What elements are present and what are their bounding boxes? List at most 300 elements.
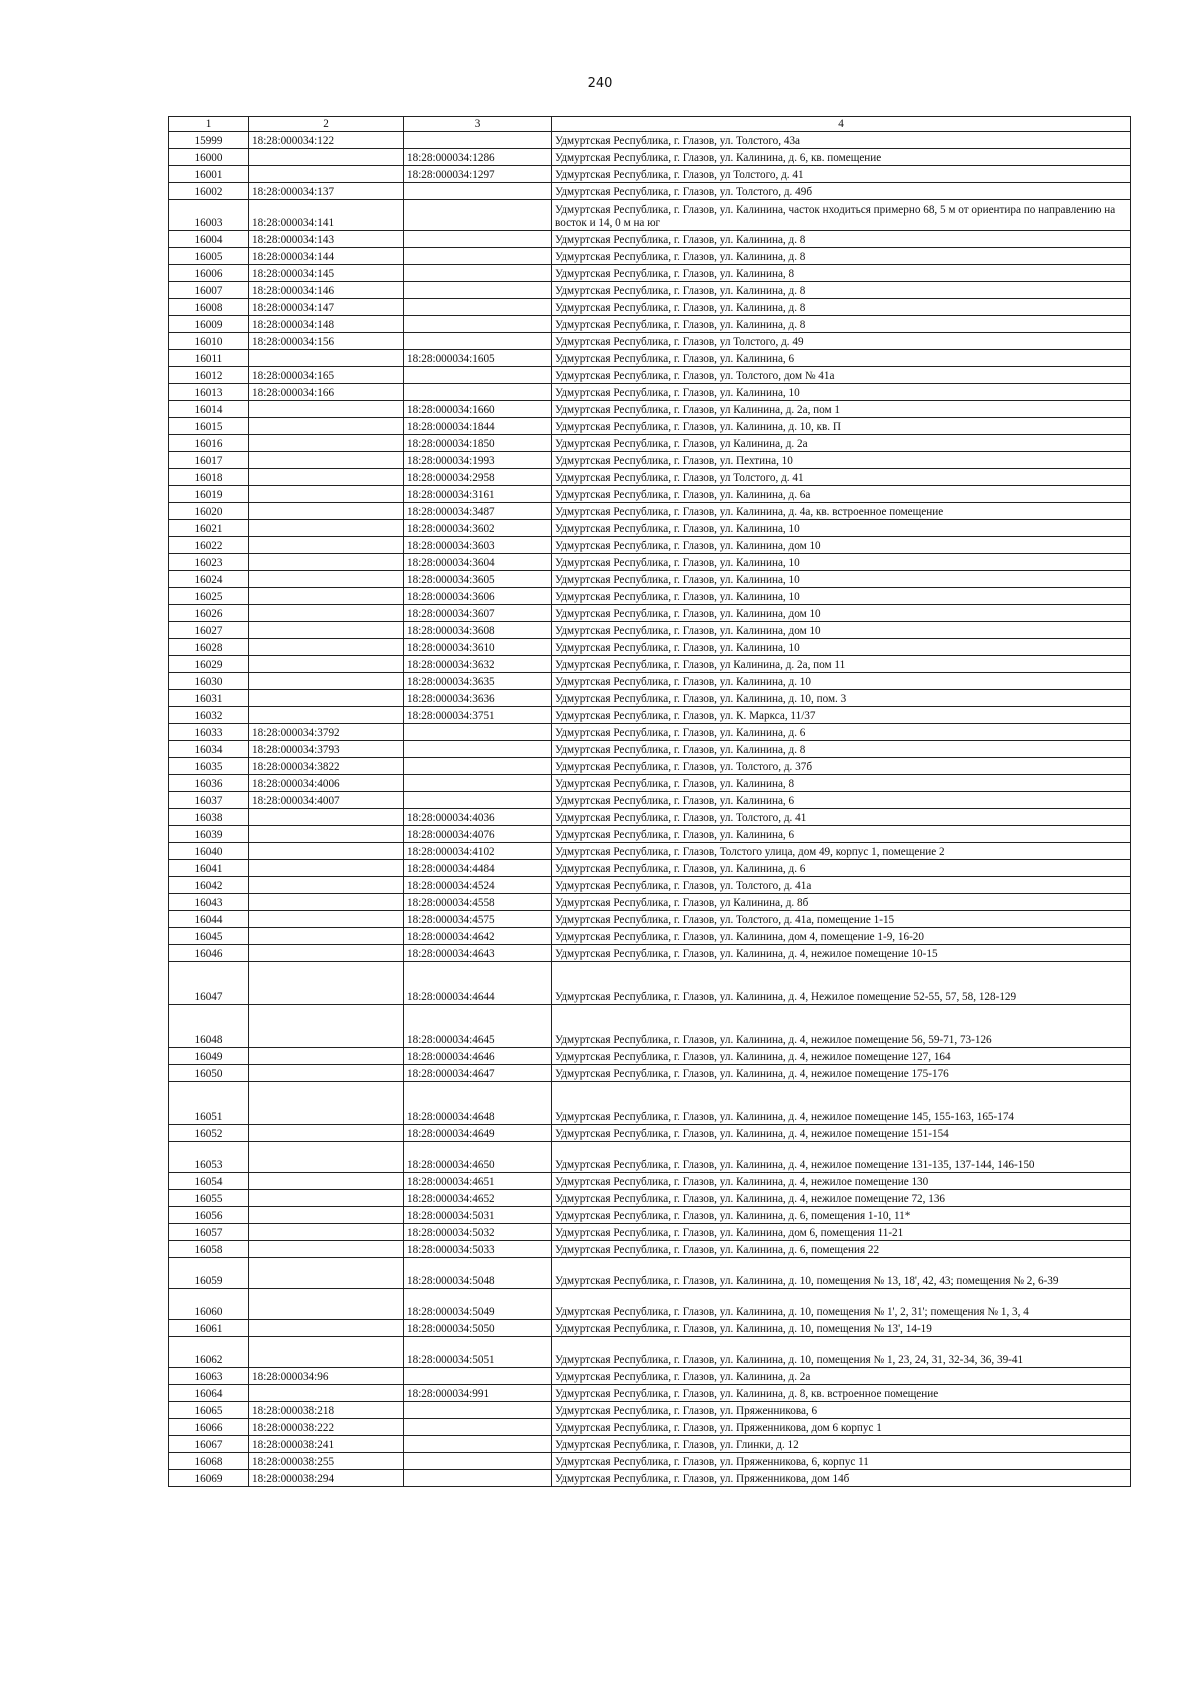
cadastral-number-land-cell	[249, 401, 404, 418]
address-cell: Удмуртская Республика, г. Глазов, Толстого улица, дом 49, корпус 1, помещение 2	[552, 843, 1131, 860]
table-body	[169, 132, 1131, 1487]
cadastral-number-land-cell	[249, 1258, 404, 1289]
table-row	[169, 333, 1131, 350]
cadastral-number-land-cell: 18:28:000038:255	[249, 1453, 404, 1470]
address-cell: Удмуртская Республика, г. Глазов, ул. Калинина, д. 6а	[552, 486, 1131, 503]
cadastral-number-building-cell	[404, 183, 552, 200]
table-row	[169, 809, 1131, 826]
cadastral-number-building-cell: 18:28:000034:4558	[404, 894, 552, 911]
cadastral-number-building-cell	[404, 316, 552, 333]
table-row	[169, 1048, 1131, 1065]
row-number-cell: 16016	[169, 435, 249, 452]
page-number: 240	[587, 76, 613, 91]
cadastral-number-land-cell	[249, 1385, 404, 1402]
table-row	[169, 166, 1131, 183]
table-row	[169, 860, 1131, 877]
row-number-cell: 16049	[169, 1048, 249, 1065]
cadastral-number-land-cell	[249, 1173, 404, 1190]
cadastral-number-building-cell: 18:28:000034:3636	[404, 690, 552, 707]
cadastral-number-land-cell	[249, 1337, 404, 1368]
table-row	[169, 571, 1131, 588]
row-number-cell: 16069	[169, 1470, 249, 1487]
table-row	[169, 1241, 1131, 1258]
row-number-cell: 16057	[169, 1224, 249, 1241]
cadastral-number-land-cell	[249, 554, 404, 571]
row-number-cell: 16013	[169, 384, 249, 401]
table-row	[169, 877, 1131, 894]
row-number-cell: 16065	[169, 1402, 249, 1419]
address-cell: Удмуртская Республика, г. Глазов, ул. Калинина, дом 4, помещение 1-9, 16-20	[552, 928, 1131, 945]
row-number-cell: 16064	[169, 1385, 249, 1402]
address-cell: Удмуртская Республика, г. Глазов, ул. Калинина, д. 8, кв. встроенное помещение	[552, 1385, 1131, 1402]
table-row	[169, 741, 1131, 758]
row-number-cell: 16019	[169, 486, 249, 503]
cadastral-number-land-cell: 18:28:000034:4006	[249, 775, 404, 792]
address-cell: Удмуртская Республика, г. Глазов, ул. Толстого, 43а	[552, 132, 1131, 149]
cadastral-number-building-cell: 18:28:000034:5033	[404, 1241, 552, 1258]
address-cell: Удмуртская Республика, г. Глазов, ул Толстого, д. 41	[552, 166, 1131, 183]
cadastral-number-building-cell: 18:28:000034:3606	[404, 588, 552, 605]
row-number-cell: 16015	[169, 418, 249, 435]
cadastral-number-land-cell	[249, 350, 404, 367]
column-header-1: 1	[169, 117, 249, 132]
address-cell: Удмуртская Республика, г. Глазов, ул. Калинина, д. 10, пом. 3	[552, 690, 1131, 707]
cadastral-number-land-cell: 18:28:000038:222	[249, 1419, 404, 1436]
row-number-cell: 16060	[169, 1289, 249, 1320]
column-header-3: 3	[404, 117, 552, 132]
address-cell: Удмуртская Республика, г. Глазов, ул. Калинина, 10	[552, 588, 1131, 605]
cadastral-number-building-cell: 18:28:000034:3161	[404, 486, 552, 503]
address-cell: Удмуртская Республика, г. Глазов, ул. Калинина, д. 10	[552, 673, 1131, 690]
row-number-cell: 16032	[169, 707, 249, 724]
cadastral-number-land-cell	[249, 673, 404, 690]
row-number-cell: 16031	[169, 690, 249, 707]
cadastral-number-land-cell	[249, 452, 404, 469]
row-number-cell: 16067	[169, 1436, 249, 1453]
cadastral-number-building-cell: 18:28:000034:4644	[404, 962, 552, 1005]
cadastral-number-land-cell: 18:28:000034:4007	[249, 792, 404, 809]
row-number-cell: 16026	[169, 605, 249, 622]
cadastral-number-building-cell: 18:28:000034:3632	[404, 656, 552, 673]
cadastral-number-land-cell: 18:28:000034:96	[249, 1368, 404, 1385]
table-row	[169, 282, 1131, 299]
row-number-cell: 16023	[169, 554, 249, 571]
cadastral-number-building-cell: 18:28:000034:1850	[404, 435, 552, 452]
cadastral-number-building-cell: 18:28:000034:3602	[404, 520, 552, 537]
cadastral-number-land-cell: 18:28:000034:156	[249, 333, 404, 350]
cadastral-number-land-cell	[249, 1065, 404, 1082]
column-header-2: 2	[249, 117, 404, 132]
row-number-cell: 16055	[169, 1190, 249, 1207]
table-row	[169, 554, 1131, 571]
cadastral-number-building-cell: 18:28:000034:1605	[404, 350, 552, 367]
cadastral-number-building-cell: 18:28:000034:2958	[404, 469, 552, 486]
cadastral-number-building-cell	[404, 231, 552, 248]
cadastral-number-building-cell: 18:28:000034:3610	[404, 639, 552, 656]
address-cell: Удмуртская Республика, г. Глазов, ул Калинина, д. 8б	[552, 894, 1131, 911]
cadastral-number-building-cell	[404, 132, 552, 149]
cadastral-number-land-cell	[249, 435, 404, 452]
row-number-cell: 16045	[169, 928, 249, 945]
address-cell: Удмуртская Республика, г. Глазов, ул. Калинина, 6	[552, 350, 1131, 367]
cadastral-number-building-cell	[404, 333, 552, 350]
address-cell: Удмуртская Республика, г. Глазов, ул. Глинки, д. 12	[552, 1436, 1131, 1453]
cadastral-number-building-cell	[404, 1470, 552, 1487]
address-cell: Удмуртская Республика, г. Глазов, ул. Калинина, д. 8	[552, 316, 1131, 333]
row-number-cell: 16002	[169, 183, 249, 200]
cadastral-number-building-cell	[404, 1368, 552, 1385]
address-cell: Удмуртская Республика, г. Глазов, ул. Калинина, д. 6, помещения 1-10, 11*	[552, 1207, 1131, 1224]
cadastral-number-building-cell	[404, 265, 552, 282]
table-row	[169, 1125, 1131, 1142]
table-row	[169, 401, 1131, 418]
cadastral-number-building-cell	[404, 200, 552, 231]
address-cell: Удмуртская Республика, г. Глазов, ул. Калинина, д. 6	[552, 860, 1131, 877]
cadastral-number-building-cell	[404, 724, 552, 741]
cadastral-number-building-cell: 18:28:000034:4645	[404, 1005, 552, 1048]
row-number-cell: 16035	[169, 758, 249, 775]
address-cell: Удмуртская Республика, г. Глазов, ул. Калинина, д. 4, нежилое помещение 10-15	[552, 945, 1131, 962]
registry-table	[168, 116, 1131, 1487]
address-cell: Удмуртская Республика, г. Глазов, ул. Калинина, дом 10	[552, 605, 1131, 622]
table-row	[169, 656, 1131, 673]
address-cell: Удмуртская Республика, г. Глазов, ул. Калинина, д. 8	[552, 282, 1131, 299]
table-row	[169, 1385, 1131, 1402]
address-cell: Удмуртская Республика, г. Глазов, ул Калинина, д. 2а, пом 11	[552, 656, 1131, 673]
row-number-cell: 16068	[169, 1453, 249, 1470]
cadastral-number-land-cell	[249, 1082, 404, 1125]
row-number-cell: 16052	[169, 1125, 249, 1142]
row-number-cell: 16025	[169, 588, 249, 605]
cadastral-number-land-cell: 18:28:000034:122	[249, 132, 404, 149]
cadastral-number-land-cell	[249, 1224, 404, 1241]
table-row	[169, 1453, 1131, 1470]
cadastral-number-building-cell: 18:28:000034:4076	[404, 826, 552, 843]
cadastral-number-land-cell	[249, 1241, 404, 1258]
row-number-cell: 16021	[169, 520, 249, 537]
cadastral-number-building-cell: 18:28:000034:1286	[404, 149, 552, 166]
address-cell: Удмуртская Республика, г. Глазов, ул. Толстого, дом № 41а	[552, 367, 1131, 384]
table-row	[169, 149, 1131, 166]
cadastral-number-building-cell: 18:28:000034:3608	[404, 622, 552, 639]
row-number-cell: 16027	[169, 622, 249, 639]
cadastral-number-building-cell: 18:28:000034:4648	[404, 1082, 552, 1125]
row-number-cell: 16054	[169, 1173, 249, 1190]
table-row	[169, 231, 1131, 248]
table-row	[169, 452, 1131, 469]
table-row	[169, 826, 1131, 843]
cadastral-number-building-cell: 18:28:000034:5049	[404, 1289, 552, 1320]
row-number-cell: 16008	[169, 299, 249, 316]
cadastral-number-building-cell: 18:28:000034:3607	[404, 605, 552, 622]
address-cell: Удмуртская Республика, г. Глазов, ул. Калинина, д. 10, помещения № 1, 23, 24, 31, 32-34, 36, 39-41	[552, 1337, 1131, 1368]
cadastral-number-land-cell	[249, 1190, 404, 1207]
table-row	[169, 639, 1131, 656]
row-number-cell: 16017	[169, 452, 249, 469]
address-cell: Удмуртская Республика, г. Глазов, ул. Толстого, д. 41а, помещение 1-15	[552, 911, 1131, 928]
cadastral-number-building-cell: 18:28:000034:1993	[404, 452, 552, 469]
cadastral-number-land-cell	[249, 962, 404, 1005]
cadastral-number-land-cell: 18:28:000034:165	[249, 367, 404, 384]
row-number-cell: 16020	[169, 503, 249, 520]
cadastral-number-land-cell	[249, 503, 404, 520]
table-row	[169, 843, 1131, 860]
cadastral-number-land-cell	[249, 1320, 404, 1337]
table-row	[169, 1320, 1131, 1337]
row-number-cell: 16001	[169, 166, 249, 183]
table-row	[169, 1258, 1131, 1289]
row-number-cell: 16006	[169, 265, 249, 282]
address-cell: Удмуртская Республика, г. Глазов, ул. Калинина, 10	[552, 384, 1131, 401]
table-row	[169, 1082, 1131, 1125]
row-number-cell: 16066	[169, 1419, 249, 1436]
table-row	[169, 588, 1131, 605]
cadastral-number-land-cell	[249, 1048, 404, 1065]
cadastral-number-building-cell	[404, 299, 552, 316]
table-row	[169, 469, 1131, 486]
table-row	[169, 503, 1131, 520]
cadastral-number-land-cell	[249, 1142, 404, 1173]
table-row	[169, 1207, 1131, 1224]
table-row	[169, 792, 1131, 809]
table-row	[169, 350, 1131, 367]
address-cell: Удмуртская Республика, г. Глазов, ул. Пряженникова, 6, корпус 11	[552, 1453, 1131, 1470]
table-row	[169, 758, 1131, 775]
row-number-cell: 16043	[169, 894, 249, 911]
address-cell: Удмуртская Республика, г. Глазов, ул. Калинина, 8	[552, 775, 1131, 792]
table-row	[169, 724, 1131, 741]
row-number-cell: 16040	[169, 843, 249, 860]
address-cell: Удмуртская Республика, г. Глазов, ул. Пехтина, 10	[552, 452, 1131, 469]
row-number-cell: 16063	[169, 1368, 249, 1385]
cadastral-number-building-cell: 18:28:000034:5032	[404, 1224, 552, 1241]
address-cell: Удмуртская Республика, г. Глазов, ул. Толстого, д. 49б	[552, 183, 1131, 200]
cadastral-number-land-cell	[249, 707, 404, 724]
address-cell: Удмуртская Республика, г. Глазов, ул. Калинина, дом 10	[552, 537, 1131, 554]
address-cell: Удмуртская Республика, г. Глазов, ул. Калинина, д. 6, кв. помещение	[552, 149, 1131, 166]
cadastral-number-land-cell: 18:28:000034:141	[249, 200, 404, 231]
row-number-cell: 16058	[169, 1241, 249, 1258]
table-row	[169, 673, 1131, 690]
table-row	[169, 1470, 1131, 1487]
table-row	[169, 945, 1131, 962]
address-cell: Удмуртская Республика, г. Глазов, ул. Калинина, дом 10	[552, 622, 1131, 639]
row-number-cell: 16003	[169, 200, 249, 231]
row-number-cell: 16024	[169, 571, 249, 588]
table-row	[169, 1173, 1131, 1190]
table-row	[169, 894, 1131, 911]
table-row	[169, 1419, 1131, 1436]
address-cell: Удмуртская Республика, г. Глазов, ул. Калинина, д. 6	[552, 724, 1131, 741]
row-number-cell: 16004	[169, 231, 249, 248]
table-row	[169, 520, 1131, 537]
cadastral-number-building-cell	[404, 1453, 552, 1470]
cadastral-number-land-cell: 18:28:000034:137	[249, 183, 404, 200]
address-cell: Удмуртская Республика, г. Глазов, ул. Калинина, 10	[552, 639, 1131, 656]
cadastral-number-land-cell: 18:28:000034:3822	[249, 758, 404, 775]
cadastral-number-land-cell	[249, 537, 404, 554]
cadastral-number-land-cell: 18:28:000034:3792	[249, 724, 404, 741]
cadastral-number-building-cell	[404, 758, 552, 775]
table-row	[169, 435, 1131, 452]
table-row	[169, 605, 1131, 622]
cadastral-number-land-cell: 18:28:000034:145	[249, 265, 404, 282]
table-row	[169, 690, 1131, 707]
cadastral-number-building-cell: 18:28:000034:4524	[404, 877, 552, 894]
cadastral-number-land-cell: 18:28:000034:143	[249, 231, 404, 248]
cadastral-number-land-cell: 18:28:000034:166	[249, 384, 404, 401]
cadastral-number-land-cell: 18:28:000034:3793	[249, 741, 404, 758]
row-number-cell: 16053	[169, 1142, 249, 1173]
cadastral-number-building-cell: 18:28:000034:5048	[404, 1258, 552, 1289]
cadastral-number-land-cell	[249, 469, 404, 486]
address-cell: Удмуртская Республика, г. Глазов, ул. Толстого, д. 41а	[552, 877, 1131, 894]
cadastral-number-building-cell: 18:28:000034:3605	[404, 571, 552, 588]
cadastral-number-land-cell	[249, 588, 404, 605]
cadastral-number-building-cell	[404, 1419, 552, 1436]
cadastral-number-building-cell: 18:28:000034:4650	[404, 1142, 552, 1173]
address-cell: Удмуртская Республика, г. Глазов, ул. Калинина, 6	[552, 792, 1131, 809]
cadastral-number-building-cell: 18:28:000034:1844	[404, 418, 552, 435]
address-cell: Удмуртская Республика, г. Глазов, ул. Калинина, д. 10, помещения № 13', 14-19	[552, 1320, 1131, 1337]
row-number-cell: 16044	[169, 911, 249, 928]
row-number-cell: 16042	[169, 877, 249, 894]
row-number-cell: 15999	[169, 132, 249, 149]
address-cell: Удмуртская Республика, г. Глазов, ул. Калинина, 8	[552, 265, 1131, 282]
cadastral-number-building-cell: 18:28:000034:1660	[404, 401, 552, 418]
address-cell: Удмуртская Республика, г. Глазов, ул. Калинина, д. 4, нежилое помещение 145, 155-163, 165-174	[552, 1082, 1131, 1125]
table-row	[169, 1142, 1131, 1173]
cadastral-number-building-cell	[404, 367, 552, 384]
row-number-cell: 16047	[169, 962, 249, 1005]
cadastral-number-building-cell	[404, 741, 552, 758]
address-cell: Удмуртская Республика, г. Глазов, ул. Калинина, д. 8	[552, 741, 1131, 758]
table-row	[169, 928, 1131, 945]
table-row	[169, 299, 1131, 316]
row-number-cell: 16010	[169, 333, 249, 350]
table-row	[169, 265, 1131, 282]
row-number-cell: 16036	[169, 775, 249, 792]
row-number-cell: 16046	[169, 945, 249, 962]
table-row	[169, 1289, 1131, 1320]
address-cell: Удмуртская Республика, г. Глазов, ул. Калинина, д. 4, нежилое помещение 130	[552, 1173, 1131, 1190]
row-number-cell: 16041	[169, 860, 249, 877]
cadastral-number-land-cell: 18:28:000034:146	[249, 282, 404, 299]
cadastral-number-land-cell: 18:28:000038:294	[249, 1470, 404, 1487]
cadastral-number-land-cell	[249, 1005, 404, 1048]
cadastral-number-land-cell	[249, 605, 404, 622]
row-number-cell: 16051	[169, 1082, 249, 1125]
cadastral-number-land-cell	[249, 149, 404, 166]
address-cell: Удмуртская Республика, г. Глазов, ул. Калинина, д. 4, нежилое помещение 175-176	[552, 1065, 1131, 1082]
cadastral-number-building-cell: 18:28:000034:4652	[404, 1190, 552, 1207]
table-row	[169, 316, 1131, 333]
address-cell: Удмуртская Республика, г. Глазов, ул. Калинина, д. 4, нежилое помещение 72, 136	[552, 1190, 1131, 1207]
cadastral-number-land-cell	[249, 928, 404, 945]
cadastral-number-building-cell: 18:28:000034:5031	[404, 1207, 552, 1224]
cadastral-number-building-cell: 18:28:000034:991	[404, 1385, 552, 1402]
cadastral-number-land-cell	[249, 911, 404, 928]
address-cell: Удмуртская Республика, г. Глазов, ул. Калинина, д. 4, нежилое помещение 151-154	[552, 1125, 1131, 1142]
cadastral-number-land-cell	[249, 860, 404, 877]
cadastral-number-land-cell	[249, 877, 404, 894]
row-number-cell: 16056	[169, 1207, 249, 1224]
row-number-cell: 16061	[169, 1320, 249, 1337]
cadastral-number-land-cell	[249, 418, 404, 435]
column-header-4: 4	[552, 117, 1131, 132]
cadastral-number-land-cell	[249, 894, 404, 911]
table-row	[169, 418, 1131, 435]
table-row	[169, 1005, 1131, 1048]
address-cell: Удмуртская Республика, г. Глазов, ул. Пряженникова, дом 6 корпус 1	[552, 1419, 1131, 1436]
row-number-cell: 16050	[169, 1065, 249, 1082]
table-row	[169, 1368, 1131, 1385]
row-number-cell: 16000	[169, 149, 249, 166]
cadastral-number-land-cell	[249, 1125, 404, 1142]
row-number-cell: 16009	[169, 316, 249, 333]
address-cell: Удмуртская Республика, г. Глазов, ул. Калинина, д. 4, Нежилое помещение 52-55, 57, 58, 128-129	[552, 962, 1131, 1005]
cadastral-number-land-cell	[249, 656, 404, 673]
cadastral-number-land-cell: 18:28:000034:148	[249, 316, 404, 333]
table-row	[169, 707, 1131, 724]
header-row	[169, 117, 1131, 132]
address-cell: Удмуртская Республика, г. Глазов, ул. Калинина, д. 8	[552, 248, 1131, 265]
cadastral-number-building-cell: 18:28:000034:1297	[404, 166, 552, 183]
row-number-cell: 16029	[169, 656, 249, 673]
row-number-cell: 16037	[169, 792, 249, 809]
cadastral-number-land-cell	[249, 486, 404, 503]
cadastral-number-land-cell	[249, 639, 404, 656]
row-number-cell: 16014	[169, 401, 249, 418]
table-row	[169, 775, 1131, 792]
address-cell: Удмуртская Республика, г. Глазов, ул. Калинина, д. 10, кв. П	[552, 418, 1131, 435]
cadastral-number-land-cell	[249, 571, 404, 588]
table-row	[169, 962, 1131, 1005]
cadastral-number-building-cell	[404, 282, 552, 299]
cadastral-number-land-cell: 18:28:000034:147	[249, 299, 404, 316]
row-number-cell: 16038	[169, 809, 249, 826]
address-cell: Удмуртская Республика, г. Глазов, ул. Калинина, 10	[552, 571, 1131, 588]
address-cell: Удмуртская Республика, г. Глазов, ул. Пряженникова, дом 14б	[552, 1470, 1131, 1487]
cadastral-number-building-cell: 18:28:000034:4036	[404, 809, 552, 826]
row-number-cell: 16007	[169, 282, 249, 299]
cadastral-number-building-cell: 18:28:000034:4643	[404, 945, 552, 962]
row-number-cell: 16018	[169, 469, 249, 486]
cadastral-number-land-cell	[249, 843, 404, 860]
table-row	[169, 1224, 1131, 1241]
cadastral-number-building-cell: 18:28:000034:5050	[404, 1320, 552, 1337]
cadastral-number-building-cell: 18:28:000034:3635	[404, 673, 552, 690]
address-cell: Удмуртская Республика, г. Глазов, ул Калинина, д. 2а	[552, 435, 1131, 452]
table-row	[169, 1402, 1131, 1419]
address-cell: Удмуртская Республика, г. Глазов, ул. Калинина, д. 4, нежилое помещение 56, 59-71, 73-126	[552, 1005, 1131, 1048]
row-number-cell: 16034	[169, 741, 249, 758]
row-number-cell: 16028	[169, 639, 249, 656]
cadastral-number-land-cell: 18:28:000034:144	[249, 248, 404, 265]
table-row	[169, 384, 1131, 401]
cadastral-number-land-cell	[249, 1207, 404, 1224]
address-cell: Удмуртская Республика, г. Глазов, ул Калинина, д. 2а, пом 1	[552, 401, 1131, 418]
address-cell: Удмуртская Республика, г. Глазов, ул. Толстого, д. 41	[552, 809, 1131, 826]
address-cell: Удмуртская Республика, г. Глазов, ул. Калинина, д. 8	[552, 299, 1131, 316]
address-cell: Удмуртская Республика, г. Глазов, ул. Калинина, д. 10, помещения № 13, 18', 42, 43; помещения № 2, 6-39	[552, 1258, 1131, 1289]
cadastral-number-building-cell: 18:28:000034:4642	[404, 928, 552, 945]
cadastral-number-land-cell	[249, 945, 404, 962]
address-cell: Удмуртская Республика, г. Глазов, ул. Калинина, дом 6, помещения 11-21	[552, 1224, 1131, 1241]
cadastral-number-building-cell	[404, 1402, 552, 1419]
cadastral-number-building-cell	[404, 248, 552, 265]
address-cell: Удмуртская Республика, г. Глазов, ул. Пряженникова, 6	[552, 1402, 1131, 1419]
